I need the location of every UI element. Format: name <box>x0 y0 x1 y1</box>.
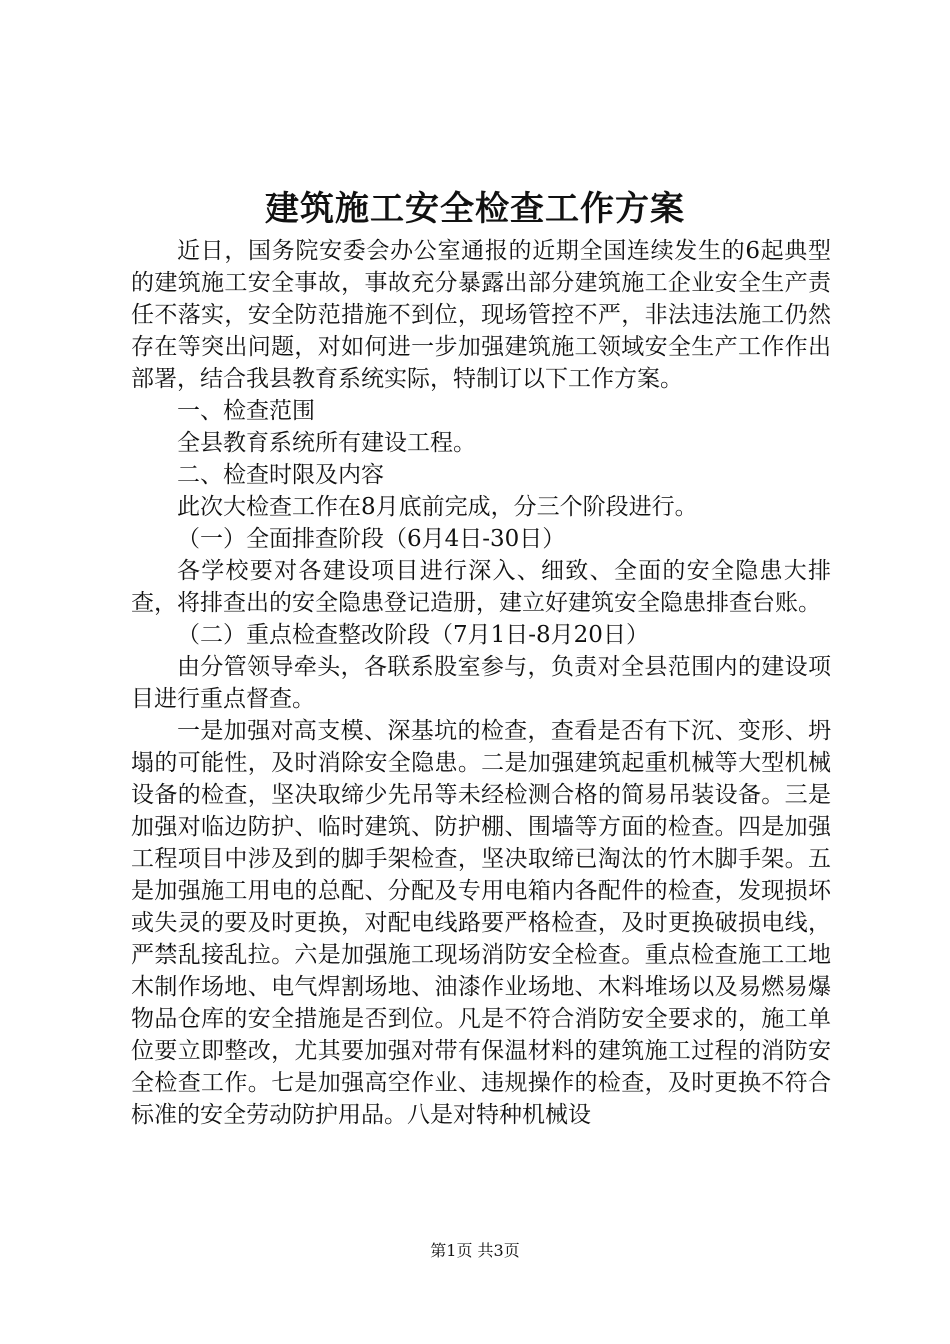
paragraph-stage-1: 各学校要对各建设项目进行深入、细致、全面的安全隐患大排查，将排查出的安全隐患登记造册，建立好建筑安全隐患排查台账。 <box>131 558 831 616</box>
paragraph-stage-2: 由分管领导牵头，各联系股室参与，负责对全县范围内的建设项目进行重点督查。 <box>131 654 831 712</box>
page-footer: 第1页 共3页 <box>430 1241 520 1260</box>
paragraph-scope: 全县教育系统所有建设工程。 <box>177 430 476 456</box>
section-heading-timeline: 二、检查时限及内容 <box>177 462 384 488</box>
subsection-heading-stage-2: （二）重点检查整改阶段（7月1日-8月20日） <box>177 622 649 648</box>
subsection-heading-stage-1: （一）全面排查阶段（6月4日-30日） <box>177 526 566 552</box>
document-title: 建筑施工安全检查工作方案 <box>265 189 685 229</box>
paragraph-inspection-items: 一是加强对高支模、深基坑的检查，查看是否有下沉、变形、坍塌的可能性，及时消除安全隐患。二是加强建筑起重机械等大型机械设备的检查，坚决取缔少先吊等未经检测合格的简易吊装设备。三是加强对临边防护、临时建筑、防护棚、围墙等方面的检查。四是加强工程项目中涉及到的脚手架检查，坚决取缔已淘汰的竹木脚手架。五是加强施工用电的总配、分配及专用电箱内各配件的检查，发现损坏或失灵的要及时更换，对配电线路要严格检查，及时更换破损电线，严禁乱接乱拉。六是加强施工现场消防安全检查。重点检查施工工地木制作场地、电气焊割场地、油漆作业场地、木料堆场以及易燃易爆物品仓库的安全措施是否到位。凡是不符合消防安全要求的，施工单位要立即整改，尤其要加强对带有保温材料的建筑施工过程的消防安全检查工作。七是加强高空作业、违规操作的检查，及时更换不符合标准的安全劳动防护用品。八是对特种机械设 <box>131 718 831 1128</box>
section-heading-scope: 一、检查范围 <box>177 398 315 424</box>
paragraph-timeline: 此次大检查工作在8月底前完成，分三个阶段进行。 <box>177 494 698 520</box>
paragraph-intro: 近日，国务院安委会办公室通报的近期全国连续发生的6起典型的建筑施工安全事故，事故充分暴露出部分建筑施工企业安全生产责任不落实，安全防范措施不到位，现场管控不严，非法违法施工仍然存在等突出问题，对如何进一步加强建筑施工领域安全生产工作作出部署，结合我县教育系统实际，特制订以下工作方案。 <box>131 238 831 392</box>
document-body <box>131 235 831 1131</box>
